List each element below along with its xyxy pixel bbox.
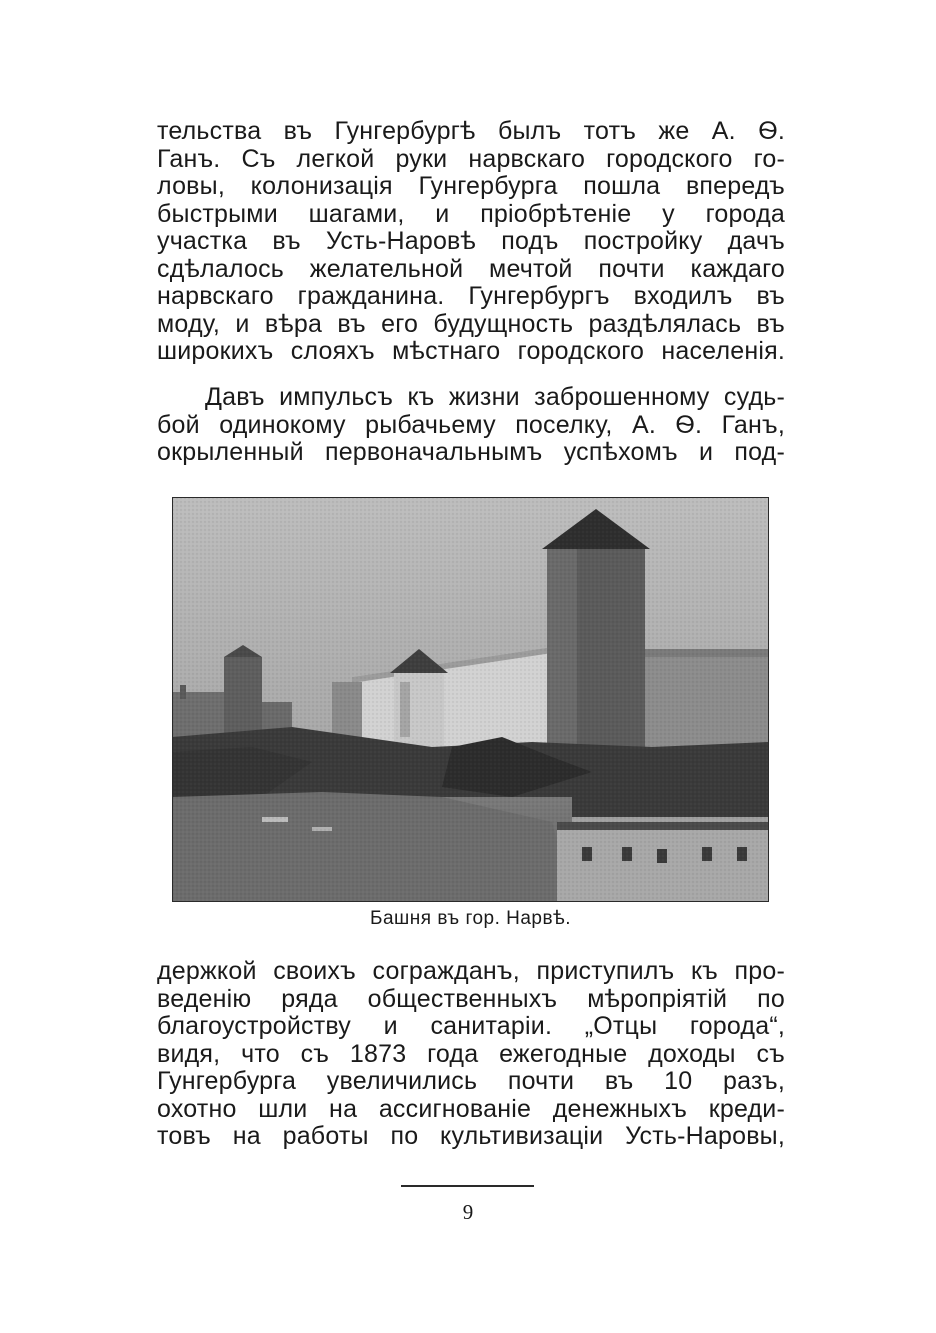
text-line: Давъ импульсъ къ жизни заброшенному судь-: [205, 383, 785, 411]
text-line: бой одинокому рыбачьему поселку, А. Ѳ. Ганъ,: [157, 410, 785, 439]
text-line: товъ на работы по культивизаціи Усть-Наровы,: [157, 1122, 785, 1150]
text-line: быстрыми шагами, и пріобрѣтеніе у города: [157, 199, 785, 228]
text-line: участка въ Усть-Наровѣ подъ постройку дачъ: [157, 227, 785, 255]
tower-photograph: [172, 497, 769, 902]
narva-tower-illustration: [172, 497, 769, 902]
paragraph-2: [157, 384, 785, 467]
paragraph-3: [157, 958, 785, 1151]
text-line: нарвскаго гражданина. Гунгербургъ входилъ въ: [157, 282, 785, 310]
text-line: Гунгербурга увеличились почти въ 10 разъ,: [157, 1067, 785, 1095]
text-line: видя, что съ 1873 года ежегодные доходы съ: [157, 1039, 785, 1068]
text-line: Ганъ. Съ легкой руки нарвскаго городского го-: [157, 144, 785, 173]
text-line: моду, и вѣра въ его будущность раздѣлялась въ: [157, 309, 785, 338]
text-line: окрыленный первоначальнымъ успѣхомъ и под-: [157, 438, 785, 466]
text-line: держкой своихъ согражданъ, приступилъ къ про-: [157, 957, 785, 985]
footer-divider: [401, 1185, 534, 1187]
text-line: ловы, колонизація Гунгербурга пошла впередъ: [157, 172, 785, 200]
text-line: охотно шли на ассигнованіе денежныхъ креди-: [157, 1094, 785, 1123]
text-line: широкихъ слояхъ мѣстнаго городского населенія.: [157, 337, 785, 365]
text-line: тельства въ Гунгербургѣ былъ тотъ же А. Ѳ.: [157, 117, 785, 145]
page-number: 9: [462, 1200, 474, 1224]
text-line: благоустройству и санитаріи. „Отцы города“,: [157, 1012, 785, 1040]
figure-caption: Башня въ гор. Нарвѣ.: [369, 908, 572, 929]
text-line: веденію ряда общественныхъ мѣропріятій по: [157, 984, 785, 1013]
paragraph-1: [157, 118, 785, 366]
text-line: сдѣлалось желательной мечтой почти каждаго: [157, 254, 785, 283]
